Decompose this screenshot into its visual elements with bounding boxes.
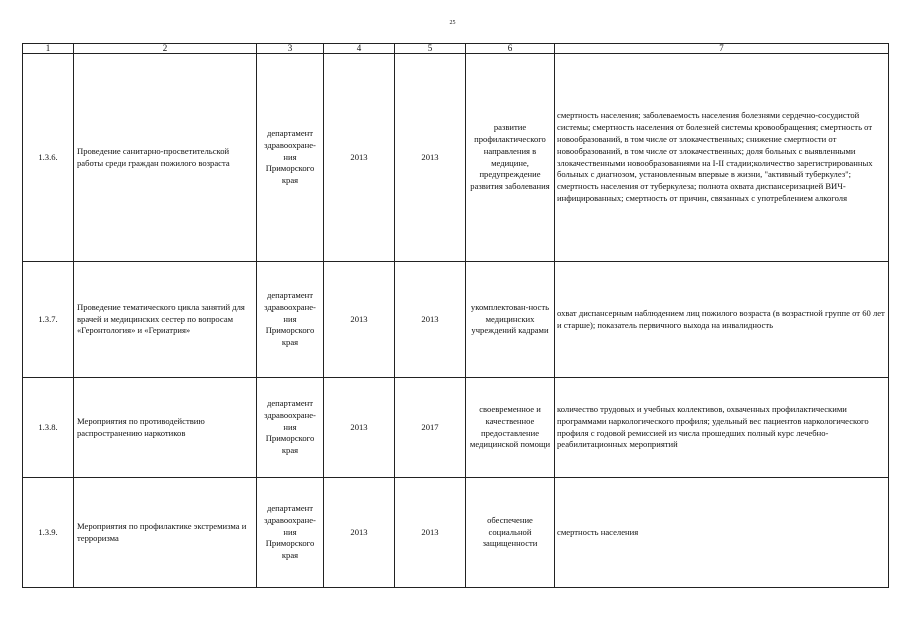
measure-name: Мероприятия по профилактике экстремизма и терроризма bbox=[74, 478, 257, 588]
expected-result: развитие профилактического направления в медицине, предупреждение развития заболевания bbox=[466, 54, 555, 262]
end-year: 2017 bbox=[395, 378, 466, 478]
start-year: 2013 bbox=[324, 262, 395, 378]
end-year: 2013 bbox=[395, 478, 466, 588]
indicators: смертность населения bbox=[555, 478, 889, 588]
start-year: 2013 bbox=[324, 378, 395, 478]
measure-name: Мероприятия по противодействию распространению наркотиков bbox=[74, 378, 257, 478]
table-row bbox=[23, 378, 889, 478]
executor: департамент здравоохране-ния Приморского края bbox=[257, 378, 324, 478]
measure-number: 1.3.9. bbox=[23, 478, 74, 588]
end-year: 2013 bbox=[395, 54, 466, 262]
indicators: количество трудовых и учебных коллективов, охваченных профилактическими программами наркологического профиля; удельный вес пациентов наркологического профиля с годовой ремиссией из числа прошедших полный курс лечебно-реабилитационных мероприятий bbox=[555, 378, 889, 478]
table-row bbox=[23, 262, 889, 378]
measure-name: Проведение санитарно-просветительской работы среди граждан пожилого возраста bbox=[74, 54, 257, 262]
measure-name: Проведение тематического цикла занятий для врачей и медицинских сестер по вопросам «Геронтология» и «Гериатрия» bbox=[74, 262, 257, 378]
indicators: охват диспансерным наблюдением лиц пожилого возраста (в возрастной группе от 60 лет и старше); показатель первичного выхода на инвалидность bbox=[555, 262, 889, 378]
page-number: 25 bbox=[449, 20, 456, 26]
column-number-row bbox=[23, 44, 889, 54]
column-number: 7 bbox=[555, 44, 889, 54]
program-measures-table bbox=[22, 43, 889, 588]
end-year: 2013 bbox=[395, 262, 466, 378]
executor: департамент здравоохране-ния Приморского края bbox=[257, 54, 324, 262]
start-year: 2013 bbox=[324, 478, 395, 588]
table-row bbox=[23, 54, 889, 262]
indicators: смертность населения; заболеваемость населения болезнями сердечно-сосудистой системы; смертность населения от болезней системы кровообращения; смертность от новообразований, в том числе от злокачественных; снижение смертности от новообразований, в том числе от злокачественных; доля больных с выявленными злокачественными новообразованиями на I-II стадии;количество зарегистрированных больных с диагнозом, установленным впервые в жизни, "активный туберкулез"; смертность населения от туберкулеза; полнота охвата диспансеризацией ВИЧ-инфицированных; смертность от причин, связанных с употреблением алкоголя bbox=[555, 54, 889, 262]
measure-number: 1.3.7. bbox=[23, 262, 74, 378]
start-year: 2013 bbox=[324, 54, 395, 262]
column-number: 5 bbox=[395, 44, 466, 54]
column-number: 6 bbox=[466, 44, 555, 54]
expected-result: своевременное и качественное предоставление медицинской помощи bbox=[466, 378, 555, 478]
expected-result: обеспечение социальной защищенности bbox=[466, 478, 555, 588]
column-number: 3 bbox=[257, 44, 324, 54]
measure-number: 1.3.8. bbox=[23, 378, 74, 478]
table-row bbox=[23, 478, 889, 588]
column-number: 4 bbox=[324, 44, 395, 54]
executor: департамент здравоохране-ния Приморского края bbox=[257, 262, 324, 378]
expected-result: укомплектован-ность медицинских учреждений кадрами bbox=[466, 262, 555, 378]
column-number: 1 bbox=[23, 44, 74, 54]
measure-number: 1.3.6. bbox=[23, 54, 74, 262]
executor: департамент здравоохране-ния Приморского края bbox=[257, 478, 324, 588]
column-number: 2 bbox=[74, 44, 257, 54]
